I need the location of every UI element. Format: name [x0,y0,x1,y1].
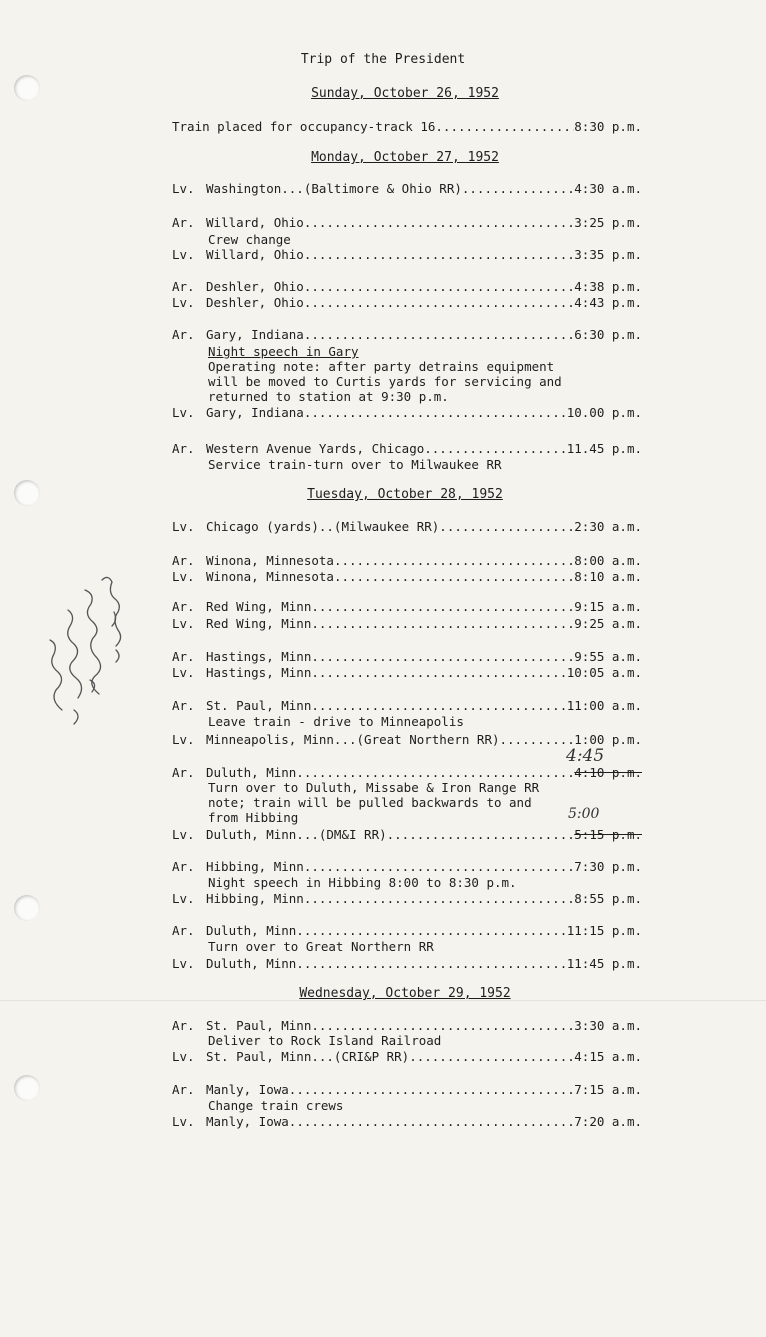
entry-time: 8:30 p.m. [574,119,642,134]
entry-time: 7:15 a.m. [574,1082,642,1097]
entry-place: Hibbing, Minn. [206,859,312,874]
entry-note: Night speech in Hibbing 8:00 to 8:30 p.m. [208,875,517,890]
day-heading: Wednesday, October 29, 1952 [299,986,511,1001]
entry-prefix: Ar. [172,279,195,294]
schedule-line [172,598,642,615]
leader-dots [304,326,574,343]
schedule-line [172,214,642,231]
day-heading: Monday, October 27, 1952 [311,150,499,165]
entry-time: 4:15 a.m. [574,1049,642,1064]
day-heading: Tuesday, October 28, 1952 [307,487,503,502]
entry-prefix: Ar. [172,553,195,568]
entry-prefix: Lv. [172,405,195,420]
schedule-line [172,1081,642,1098]
leader-dots [319,664,567,681]
schedule-line [172,764,642,781]
handwritten-correction: 5:00 [568,806,600,822]
leader-dots [334,568,574,585]
punch-hole [14,1075,40,1101]
entry-prefix: Lv. [172,181,195,196]
entry-place: Willard, Ohio [206,247,304,262]
leader-dots [304,246,574,263]
leader-dots [409,1048,574,1065]
entry-note: will be moved to Curtis yards for servicing and [208,374,562,389]
entry-place: Hastings, Minn. [206,649,319,664]
entry-time: 7:30 p.m. [574,859,642,874]
entry-prefix: Lv. [172,891,195,906]
schedule-line [172,118,642,135]
entry-prefix: Ar. [172,698,195,713]
entry-time: 3:30 a.m. [574,1018,642,1033]
entry-time: 3:35 p.m. [574,247,642,262]
schedule-line [172,615,642,632]
entry-prefix: Ar. [172,441,195,456]
entry-prefix: Ar. [172,923,195,938]
leader-dots [304,214,574,231]
entry-time: 11:00 a.m. [566,698,642,713]
entry-time: 8:00 a.m. [574,553,642,568]
entry-time: 4:43 p.m. [574,295,642,310]
entry-prefix: Ar. [172,1018,195,1033]
entry-note: Change train crews [208,1098,344,1113]
leader-dots [311,858,574,875]
entry-time: 3:25 p.m. [574,215,642,230]
entry-time: 7:20 a.m. [574,1114,642,1129]
entry-prefix: Ar. [172,859,195,874]
leader-dots [304,764,574,781]
entry-time: 10:05 a.m. [566,665,642,680]
entry-place: Gary, Indiana [206,327,304,342]
entry-note: Crew change [208,232,291,247]
entry-place: Duluth, Minn...(DM&I RR) [206,827,387,842]
leader-dots [304,955,567,972]
entry-note: Night speech in Gary [208,344,359,359]
leader-dots [304,404,567,421]
punch-hole [14,895,40,921]
entry-place: St. Paul, Minn...(CRI&P RR) [206,1049,410,1064]
entry-place: Red Wing, Minn. [206,616,319,631]
schedule-line [172,326,642,343]
schedule-line [172,518,642,535]
leader-dots [319,1017,574,1034]
schedule-line [172,1048,642,1065]
leader-dots [435,118,574,135]
entry-time: 4:10 p.m. [574,765,642,780]
entry-note: Operating note: after party detrains equipment [208,359,555,374]
entry-place: Western Avenue Yards, Chicago [206,441,425,456]
leader-dots [304,922,567,939]
entry-place: Duluth, Minn. [206,956,304,971]
schedule-line [172,404,642,421]
entry-place: Duluth, Minn. [206,923,304,938]
schedule-line [172,648,642,665]
entry-place: Manly, Iowa [206,1114,289,1129]
schedule-line [172,955,642,972]
leader-dots [319,598,574,615]
entry-prefix: Lv. [172,732,195,747]
entry-prefix: Lv. [172,1049,195,1064]
entry-time: 11:15 p.m. [566,923,642,938]
entry-prefix: Lv. [172,247,195,262]
schedule-line [172,664,642,681]
entry-prefix: Lv. [172,569,195,584]
leader-dots [439,518,574,535]
leader-dots [319,697,567,714]
leader-dots [462,180,574,197]
entry-place: St. Paul, Minn. [206,698,319,713]
entry-place: Chicago (yards)..(Milwaukee RR) [206,519,440,534]
entry-time: 5:15 p.m. [574,827,642,842]
entry-prefix: Lv. [172,519,195,534]
entry-place: Duluth, Minn. [206,765,304,780]
entry-prefix: Lv. [172,616,195,631]
schedule-line [172,890,642,907]
entry-time: 9:55 a.m. [574,649,642,664]
schedule-line [172,1017,642,1034]
entry-prefix: Lv. [172,956,195,971]
entry-place: Washington...(Baltimore & Ohio RR) [206,181,462,196]
schedule-line [172,922,642,939]
entry-place: Willard, Ohio [206,215,304,230]
entry-time: 4:30 a.m. [574,181,642,196]
entry-note: Turn over to Great Northern RR [208,939,434,954]
leader-dots [387,826,575,843]
schedule-line [172,246,642,263]
entry-time: 1:00 p.m. [574,732,642,747]
entry-place: Manly, Iowa [206,1082,289,1097]
leader-dots [304,294,574,311]
entry-prefix: Lv. [172,1114,195,1129]
schedule-line [172,180,642,197]
entry-note: Service train-turn over to Milwaukee RR [208,457,502,472]
schedule-line [172,858,642,875]
entry-place: St. Paul, Minn. [206,1018,319,1033]
schedule-line [172,826,642,843]
schedule-line [172,440,642,457]
schedule-line [172,278,642,295]
entry-time: 9:25 a.m. [574,616,642,631]
entry-place: Minneapolis, Minn...(Great Northern RR)..... [206,732,538,747]
entry-place: Gary, Indiana [206,405,304,420]
entry-note: from Hibbing [208,810,299,825]
entry-place: Train placed for occupancy-track 16 [172,119,436,134]
entry-time: 10.00 p.m. [566,405,642,420]
entry-prefix: Ar. [172,599,195,614]
entry-place: Winona, Minnesota [206,569,334,584]
entry-place: Winona, Minnesota [206,553,334,568]
entry-prefix: Ar. [172,649,195,664]
schedule-line [172,697,642,714]
entry-time: 4:38 p.m. [574,279,642,294]
entry-prefix: Lv. [172,827,195,842]
entry-note: returned to station at 9:30 p.m. [208,389,449,404]
entry-time: 2:30 a.m. [574,519,642,534]
entry-prefix: Ar. [172,765,195,780]
handwritten-margin-note [30,560,140,750]
entry-note: note; train will be pulled backwards to and [208,795,532,810]
schedule-line [172,1113,642,1130]
leader-dots [334,552,574,569]
entry-place: Deshler, Ohio [206,279,304,294]
entry-time: 6:30 p.m. [574,327,642,342]
entry-note: Turn over to Duluth, Missabe & Iron Range RR [208,780,540,795]
leader-dots [289,1081,574,1098]
leader-dots [289,1113,574,1130]
entry-prefix: Ar. [172,327,195,342]
leader-dots [311,890,574,907]
entry-prefix: Lv. [172,295,195,310]
entry-place: Red Wing, Minn. [206,599,319,614]
entry-time: 9:15 a.m. [574,599,642,614]
schedule-line [172,294,642,311]
leader-dots [319,648,574,665]
entry-time: 8:10 a.m. [574,569,642,584]
entry-time: 11.45 p.m. [566,441,642,456]
entry-time: 8:55 p.m. [574,891,642,906]
schedule-line [172,568,642,585]
entry-prefix: Lv. [172,665,195,680]
handwritten-correction: 4:45 [566,746,605,766]
entry-note: Deliver to Rock Island Railroad [208,1033,442,1048]
day-heading: Sunday, October 26, 1952 [311,86,499,101]
entry-note: Leave train - drive to Minneapolis [208,714,464,729]
schedule-line [172,552,642,569]
leader-dots [424,440,566,457]
entry-prefix: Ar. [172,215,195,230]
entry-place: Hastings, Minn. [206,665,319,680]
entry-time: 11:45 p.m. [566,956,642,971]
entry-prefix: Ar. [172,1082,195,1097]
leader-dots [304,278,574,295]
entry-place: Deshler, Ohio [206,295,304,310]
document-title: Trip of the President [300,52,466,67]
leader-dots [319,615,574,632]
entry-place: Hibbing, Minn. [206,891,312,906]
